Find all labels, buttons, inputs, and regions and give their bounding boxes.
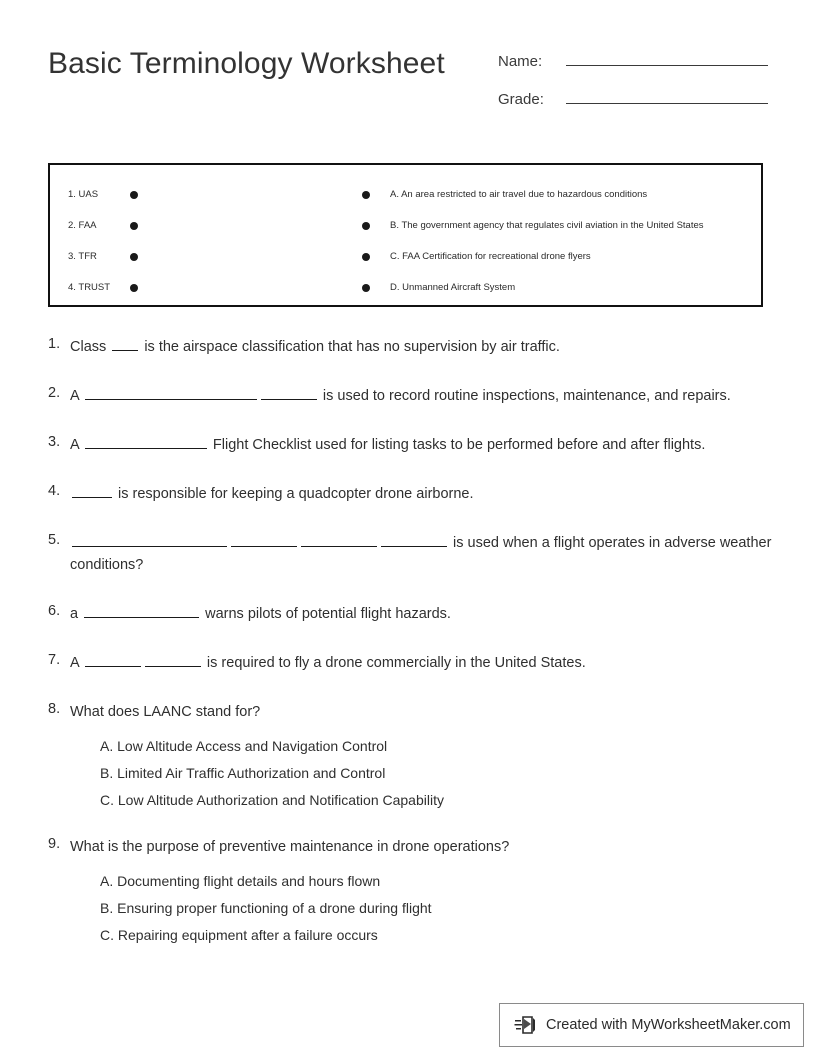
matching-exercise-box bbox=[48, 163, 763, 307]
matching-row bbox=[50, 281, 761, 312]
question-text-segment: is used when a flight operates in adverse weather conditions? bbox=[70, 535, 772, 573]
question-text-segment: is the airspace classification that has no supervision by air traffic. bbox=[140, 339, 560, 355]
matching-term-label: 2. FAA bbox=[68, 220, 97, 231]
answer-option[interactable]: A. Documenting flight details and hours flown bbox=[100, 873, 381, 889]
matching-term-label: 3. TFR bbox=[68, 251, 97, 262]
grade-input-line[interactable] bbox=[566, 86, 768, 104]
grade-label: Grade: bbox=[498, 91, 544, 108]
question-text-segment: What is the purpose of preventive maintenance in drone operations? bbox=[70, 839, 510, 855]
answer-blank[interactable] bbox=[381, 532, 447, 547]
answer-blank[interactable] bbox=[301, 532, 377, 547]
page-header bbox=[48, 44, 768, 136]
matching-term-label: 4. TRUST bbox=[68, 282, 111, 293]
matching-definition-label: A. An area restricted to air travel due to hazardous conditions bbox=[390, 189, 648, 200]
answer-blank[interactable] bbox=[261, 385, 317, 400]
question-item bbox=[48, 701, 773, 814]
matching-definition-dot[interactable] bbox=[362, 191, 370, 199]
answer-option[interactable]: A. Low Altitude Access and Navigation Control bbox=[100, 738, 388, 754]
answer-blank[interactable] bbox=[84, 603, 199, 618]
question-number: 4. bbox=[48, 483, 61, 499]
answer-option[interactable]: C. Repairing equipment after a failure occurs bbox=[100, 927, 378, 943]
created-with-badge[interactable] bbox=[499, 1003, 804, 1047]
question-item bbox=[48, 652, 773, 674]
matching-definition-label: C. FAA Certification for recreational drone flyers bbox=[390, 251, 591, 262]
question-number: 3. bbox=[48, 434, 61, 450]
answer-option[interactable]: B. Limited Air Traffic Authorization and Control bbox=[100, 765, 386, 781]
question-item bbox=[48, 336, 773, 358]
matching-term-dot[interactable] bbox=[130, 191, 138, 199]
question-number: 2. bbox=[48, 385, 61, 401]
name-field-row bbox=[498, 48, 768, 86]
matching-definition-dot[interactable] bbox=[362, 253, 370, 261]
question-number: 6. bbox=[48, 603, 61, 619]
question-text bbox=[70, 532, 773, 576]
question-text-segment: A bbox=[70, 655, 83, 671]
answer-option[interactable]: C. Low Altitude Authorization and Notification Capability bbox=[100, 792, 444, 808]
question-item bbox=[48, 836, 773, 949]
answer-blank[interactable] bbox=[72, 532, 227, 547]
question-text-segment: Class bbox=[70, 339, 111, 355]
question-text-segment: is required to fly a drone commercially in the United States. bbox=[202, 655, 586, 671]
question-item bbox=[48, 385, 773, 407]
question-number: 9. bbox=[48, 836, 61, 852]
matching-term-label: 1. UAS bbox=[68, 189, 99, 200]
question-text bbox=[70, 434, 773, 456]
question-text bbox=[70, 652, 773, 674]
question-text bbox=[70, 836, 773, 858]
question-number: 1. bbox=[48, 336, 61, 352]
question-number: 8. bbox=[48, 701, 61, 717]
badge-label: Created with MyWorksheetMaker.com bbox=[546, 1017, 791, 1033]
matching-definition-dot[interactable] bbox=[362, 222, 370, 230]
answer-options bbox=[100, 733, 773, 814]
answer-option[interactable]: B. Ensuring proper functioning of a drone during flight bbox=[100, 900, 432, 916]
matching-term-dot[interactable] bbox=[130, 222, 138, 230]
matching-term-dot[interactable] bbox=[130, 253, 138, 261]
question-text bbox=[70, 603, 773, 625]
questions-list bbox=[48, 336, 773, 949]
name-input-line[interactable] bbox=[566, 48, 768, 66]
answer-blank[interactable] bbox=[85, 385, 257, 400]
answer-blank[interactable] bbox=[72, 483, 112, 498]
name-label: Name: bbox=[498, 53, 543, 70]
answer-blank[interactable] bbox=[145, 652, 201, 667]
question-text-segment: A bbox=[70, 437, 83, 453]
question-text-segment: is used to record routine inspections, maintenance, and repairs. bbox=[318, 388, 731, 404]
question-text-segment: What does LAANC stand for? bbox=[70, 704, 261, 720]
matching-definition-label: D. Unmanned Aircraft System bbox=[390, 282, 516, 293]
question-number: 7. bbox=[48, 652, 61, 668]
matching-definition-label: B. The government agency that regulates civil aviation in the United States bbox=[390, 220, 704, 231]
question-text bbox=[70, 385, 773, 407]
question-text bbox=[70, 701, 773, 723]
question-text-segment: Flight Checklist used for listing tasks to be performed before and after flights. bbox=[208, 437, 706, 453]
question-item bbox=[48, 434, 773, 456]
question-text-segment: A bbox=[70, 388, 83, 404]
question-text-segment: is responsible for keeping a quadcopter drone airborne. bbox=[114, 486, 474, 502]
question-item bbox=[48, 483, 773, 505]
answer-blank[interactable] bbox=[112, 336, 138, 351]
question-text bbox=[70, 336, 773, 358]
matching-row bbox=[50, 250, 761, 281]
answer-options bbox=[100, 868, 773, 949]
matching-term-dot[interactable] bbox=[130, 284, 138, 292]
question-text-segment: warns pilots of potential flight hazards. bbox=[201, 606, 451, 622]
question-item bbox=[48, 603, 773, 625]
matching-row bbox=[50, 188, 761, 219]
matching-row bbox=[50, 219, 761, 250]
grade-field-row bbox=[498, 86, 768, 124]
worksheet-maker-logo-icon bbox=[514, 1013, 538, 1037]
answer-blank[interactable] bbox=[85, 434, 207, 449]
question-number: 5. bbox=[48, 532, 61, 548]
answer-blank[interactable] bbox=[85, 652, 141, 667]
answer-blank[interactable] bbox=[231, 532, 297, 547]
question-text-segment: a bbox=[70, 606, 83, 622]
matching-definition-dot[interactable] bbox=[362, 284, 370, 292]
page-title: Basic Terminology Worksheet bbox=[48, 47, 445, 80]
question-item bbox=[48, 532, 773, 576]
question-text bbox=[70, 483, 773, 505]
student-info-fields bbox=[498, 48, 768, 124]
